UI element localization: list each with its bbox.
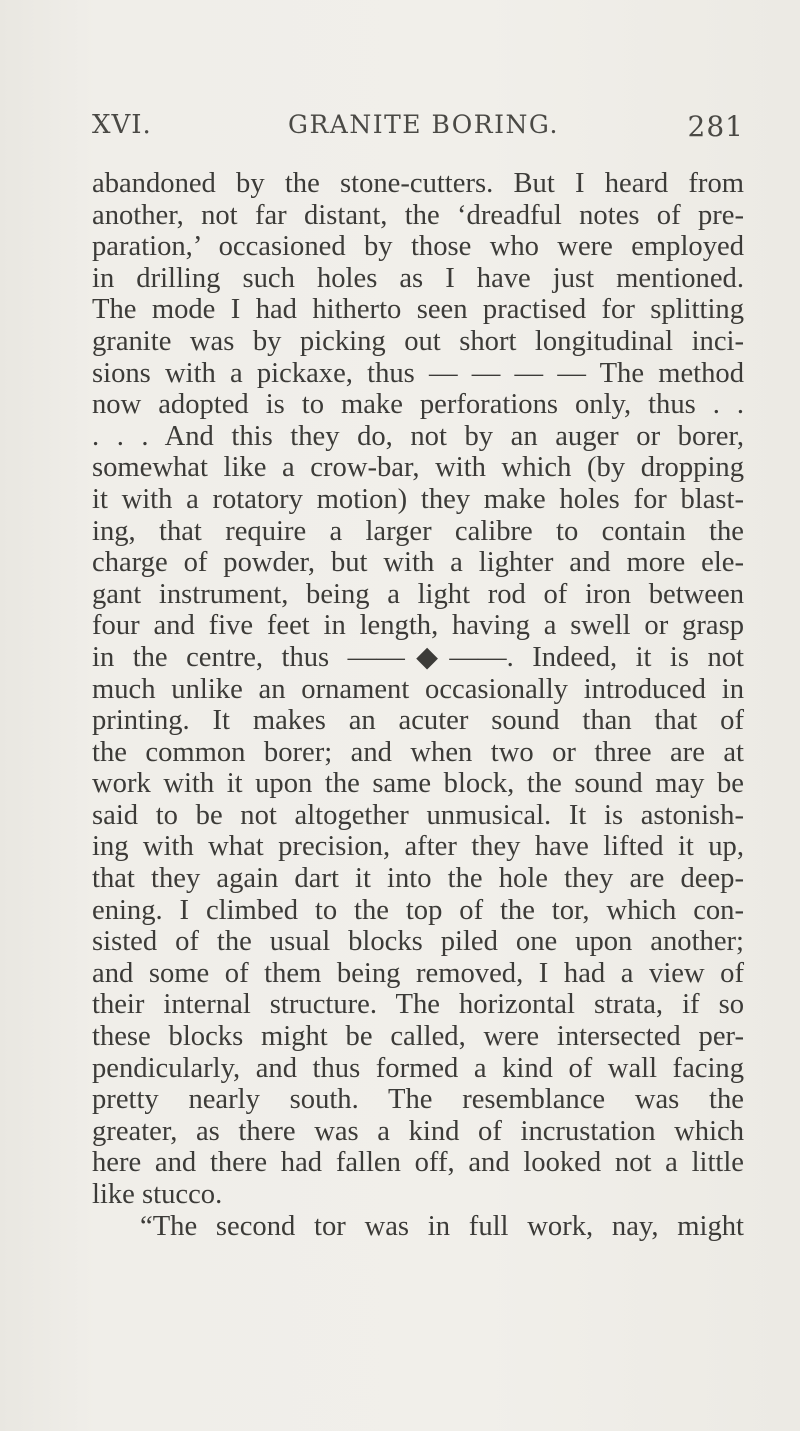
text-line: gant instrument, being a light rod of iron between	[92, 578, 744, 610]
paragraph-start-line: “The second tor was in full work, nay, might	[140, 1210, 744, 1242]
text-line: pendicularly, and thus formed a kind of wall facing	[92, 1052, 744, 1084]
text-line: it with a rotatory motion) they make holes for blast-	[92, 483, 744, 515]
chapter-number: XVI.	[92, 110, 152, 140]
text-line: ening. I climbed to the top of the tor, which con-	[92, 894, 744, 926]
text-line: charge of powder, but with a lighter and more ele-	[92, 547, 744, 579]
page-number: 281	[687, 110, 744, 143]
text-line: said to be not altogether unmusical. It is astonish-	[92, 799, 744, 831]
text-line: now adopted is to make perforations only, thus . .	[92, 389, 744, 421]
text-line: printing. It makes an acuter sound than that of	[92, 705, 744, 737]
text-line: greater, as there was a kind of incrustation which	[92, 1115, 744, 1147]
text-line: somewhat like a crow-bar, with which (by dropping	[92, 452, 744, 484]
body-text	[92, 168, 744, 1242]
text-line: ing with what precision, after they have lifted it up,	[92, 831, 744, 863]
running-head	[92, 110, 744, 150]
text-line: these blocks might be called, were intersected per-	[92, 1021, 744, 1053]
text-line: pretty nearly south. The resemblance was the	[92, 1084, 744, 1116]
text-line: paration,’ occasioned by those who were employed	[92, 231, 744, 263]
text-line: another, not far distant, the ‘dreadful notes of pre-	[92, 199, 744, 231]
text-line: in the centre, thus ——◆——. Indeed, it is not	[92, 641, 744, 673]
text-line: that they again dart it into the hole they are deep-	[92, 863, 744, 895]
text-line: their internal structure. The horizontal strata, if so	[92, 989, 744, 1021]
text-line: abandoned by the stone-cutters. But I heard from	[92, 168, 744, 199]
text-line: much unlike an ornament occasionally introduced in	[92, 673, 744, 705]
text-line: the common borer; and when two or three are at	[92, 736, 744, 768]
text-line: The mode I had hitherto seen practised for splitting	[92, 294, 744, 326]
chapter-title: GRANITE BORING.	[288, 110, 559, 139]
text-line: work with it upon the same block, the sound may be	[92, 768, 744, 800]
paragraph-end-line: like stucco.	[92, 1179, 223, 1210]
text-line: granite was by picking out short longitudinal inci-	[92, 325, 744, 357]
text-line: . . . And this they do, not by an auger or borer,	[92, 420, 744, 452]
text-line: here and there had fallen off, and looked not a little	[92, 1147, 744, 1179]
text-line: sions with a pickaxe, thus — — — — The method	[92, 357, 744, 389]
text-line: sisted of the usual blocks piled one upon another;	[92, 926, 744, 958]
text-line: ing, that require a larger calibre to contain the	[92, 515, 744, 547]
text-line: in drilling such holes as I have just mentioned.	[92, 262, 744, 294]
text-line: four and five feet in length, having a swell or grasp	[92, 610, 744, 642]
text-line: and some of them being removed, I had a view of	[92, 957, 744, 989]
